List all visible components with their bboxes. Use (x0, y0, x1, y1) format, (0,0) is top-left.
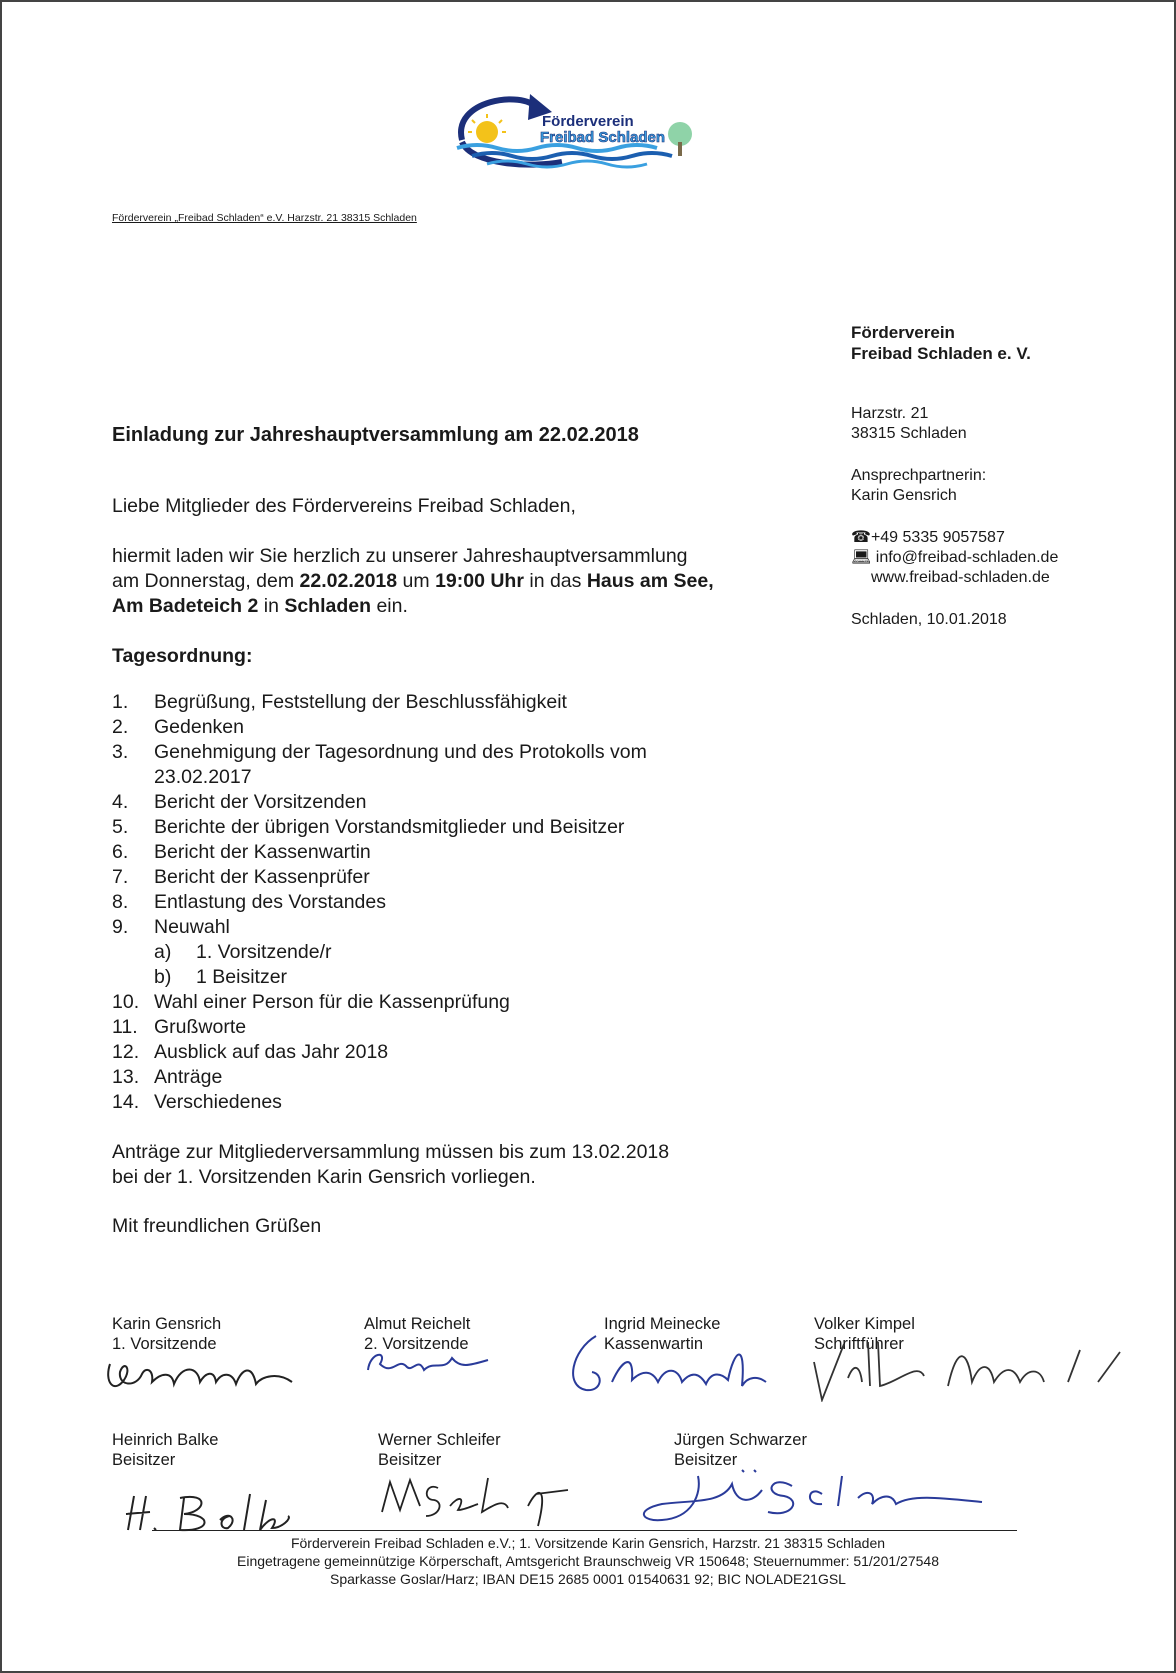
contact-label: Ansprechpartnerin: (851, 467, 987, 484)
intro-text: in das (523, 570, 587, 592)
agenda-text: Neuwahl (154, 916, 230, 938)
computer-icon: 💻︎ (851, 549, 872, 566)
logo-text-line1: Förderverein (542, 113, 634, 130)
agenda-number: 5. (112, 816, 129, 838)
signature-reichelt (364, 1342, 494, 1382)
address-street: Harzstr. 21 (851, 405, 929, 422)
signatory-6 (378, 1430, 501, 1470)
sender-line: Förderverein „Freibad Schladen“ e.V. Harzstr. 21 38315 Schladen (112, 212, 417, 224)
letter-title: Einladung zur Jahreshauptversammlung am 22.02.2018 (112, 424, 639, 446)
web-line (851, 568, 1058, 588)
agenda-text: Gedenken (154, 716, 244, 738)
agenda-item (112, 1015, 647, 1040)
signatory-name: Volker Kimpel (814, 1315, 915, 1333)
agenda-title: Tagesordnung: (112, 645, 253, 667)
org-name-line2: Freibad Schladen e. V. (851, 344, 1031, 363)
signature-gensrich (102, 1342, 302, 1402)
signature-balke (120, 1486, 310, 1536)
phone-line (851, 528, 1058, 548)
agenda-number: 9. (112, 916, 129, 938)
contact-details (851, 528, 1058, 588)
signatory-role: 2. Vorsitzende (364, 1335, 469, 1353)
agenda-text: 23.02.2017 (154, 766, 252, 788)
signatory-name: Jürgen Schwarzer (674, 1431, 807, 1449)
agenda-number: 10. (112, 991, 140, 1013)
meeting-time: 19:00 Uhr (435, 570, 524, 592)
deadline-line2: bei der 1. Vorsitzenden Karin Gensrich vorliegen. (112, 1166, 536, 1188)
agenda-text: 1. Vorsitzende/r (196, 941, 332, 963)
agenda-number: 1. (112, 691, 129, 713)
footer-line2: Eingetragene gemeinnützige Körperschaft, Amtsgericht Braunschweig VR 150648; Steuernummer: 51/201/27548 (237, 1553, 939, 1569)
meeting-street: Am Badeteich 2 (112, 595, 259, 617)
agenda-number: 6. (112, 841, 129, 863)
signatory-5 (112, 1430, 218, 1470)
agenda-number: 8. (112, 891, 129, 913)
intro-line1: hiermit laden wir Sie herzlich zu unserer Jahreshauptversammlung (112, 545, 688, 567)
agenda-number: 14. (112, 1091, 140, 1113)
agenda-text: Entlastung des Vorstandes (154, 891, 386, 913)
agenda-item (112, 1040, 647, 1065)
closing: Mit freundlichen Grüßen (112, 1215, 322, 1237)
agenda-text: Verschiedenes (154, 1091, 282, 1113)
email-line (851, 548, 1058, 568)
intro-line2 (112, 569, 714, 594)
phone-icon: ☎ (851, 529, 871, 546)
agenda-text: Genehmigung der Tagesordnung und des Protokolls vom (154, 741, 647, 763)
signature-schwarzer (632, 1454, 992, 1534)
signature-kimpel (808, 1322, 1128, 1402)
agenda-text: 1 Beisitzer (196, 966, 288, 988)
logo (442, 90, 704, 176)
agenda-item (112, 940, 647, 965)
footer-divider (152, 1530, 1017, 1531)
agenda-text: Ausblick auf das Jahr 2018 (154, 1041, 389, 1063)
agenda-item (112, 715, 647, 740)
agenda-item (112, 1065, 647, 1090)
agenda-number: 4. (112, 791, 129, 813)
address-city: 38315 Schladen (851, 425, 967, 442)
web-address: www.freibad-schladen.de (871, 569, 1050, 586)
contact-name: Karin Gensrich (851, 487, 957, 504)
agenda-item (112, 840, 647, 865)
agenda-item (112, 915, 647, 940)
agenda-item (112, 790, 647, 815)
agenda-number: 2. (112, 716, 129, 738)
footer-line3: Sparkasse Goslar/Harz; IBAN DE15 2685 0001 01540631 92; BIC NOLADE21GSL (330, 1571, 846, 1587)
agenda-text: Bericht der Vorsitzenden (154, 791, 367, 813)
intro-text: um (397, 570, 436, 592)
signatory-name: Ingrid Meinecke (604, 1315, 721, 1333)
agenda-item (112, 740, 647, 765)
deadline-line1: Anträge zur Mitgliederversammlung müssen bis zum 13.02.2018 (112, 1141, 670, 1163)
intro-text: am Donnerstag, dem (112, 570, 300, 592)
agenda-text: Wahl einer Person für die Kassenprüfung (154, 991, 510, 1013)
contact-block (851, 466, 986, 506)
agenda-item (112, 890, 647, 915)
signatory-role: Beisitzer (112, 1451, 176, 1469)
email-address: info@freibad-schladen.de (875, 549, 1059, 566)
signatory-name: Werner Schleifer (378, 1431, 501, 1449)
agenda-text: Bericht der Kassenwartin (154, 841, 371, 863)
signatory-role: Beisitzer (378, 1451, 442, 1469)
agenda-item (112, 690, 647, 715)
agenda-text: Berichte der übrigen Vorstandsmitglieder und Beisitzer (154, 816, 625, 838)
meeting-date: 22.02.2018 (299, 570, 398, 592)
agenda-number: 11. (112, 1016, 138, 1038)
agenda-item (112, 815, 647, 840)
logo-text-line2: Freibad Schladen (540, 129, 666, 146)
intro-text: in (258, 595, 285, 617)
signatory-role: Beisitzer (674, 1451, 738, 1469)
agenda-text: Bericht der Kassenprüfer (154, 866, 370, 888)
agenda-item (112, 990, 647, 1015)
agenda-number: 7. (112, 866, 129, 888)
deadline-paragraph (112, 1140, 669, 1190)
agenda-number: 12. (112, 1041, 140, 1063)
signatory-name: Heinrich Balke (112, 1431, 219, 1449)
meeting-venue: Haus am See, (586, 570, 714, 592)
signatory-name: Almut Reichelt (364, 1315, 471, 1333)
salutation: Liebe Mitglieder des Fördervereins Freibad Schladen, (112, 495, 576, 517)
org-address (851, 404, 967, 444)
intro-text: ein. (371, 595, 408, 617)
org-name-line1: Förderverein (851, 323, 955, 342)
org-name (851, 322, 1031, 364)
intro-paragraph (112, 544, 714, 619)
signatory-role: Kassenwartin (604, 1335, 704, 1353)
agenda-number: 13. (112, 1066, 140, 1088)
agenda-text: Grußworte (154, 1016, 247, 1038)
agenda-item (112, 865, 647, 890)
signature-schleifer (378, 1466, 588, 1536)
footer (2, 1534, 1174, 1588)
agenda-text: Anträge (154, 1066, 223, 1088)
agenda-item (112, 1090, 647, 1115)
agenda-text: Begrüßung, Feststellung der Beschlussfähigkeit (154, 691, 567, 713)
agenda-number: 3. (112, 741, 129, 763)
agenda-sub-letter: a) (154, 941, 172, 963)
agenda-list (112, 690, 647, 1115)
signature-meinecke (562, 1330, 772, 1400)
phone-number: +49 5335 9057587 (870, 529, 1005, 546)
signatory-name: Karin Gensrich (112, 1315, 222, 1333)
signatory-role: Schriftführer (814, 1335, 904, 1353)
agenda-item (112, 765, 647, 790)
date-line: Schladen, 10.01.2018 (851, 611, 1007, 628)
signatory-role: 1. Vorsitzende (112, 1335, 217, 1353)
intro-line3 (112, 594, 714, 619)
meeting-town: Schladen (284, 595, 372, 617)
agenda-sub-letter: b) (154, 966, 172, 988)
footer-line1: Förderverein Freibad Schladen e.V.; 1. Vorsitzende Karin Gensrich, Harzstr. 21 38315 Schladen (290, 1535, 886, 1551)
agenda-item (112, 965, 647, 990)
